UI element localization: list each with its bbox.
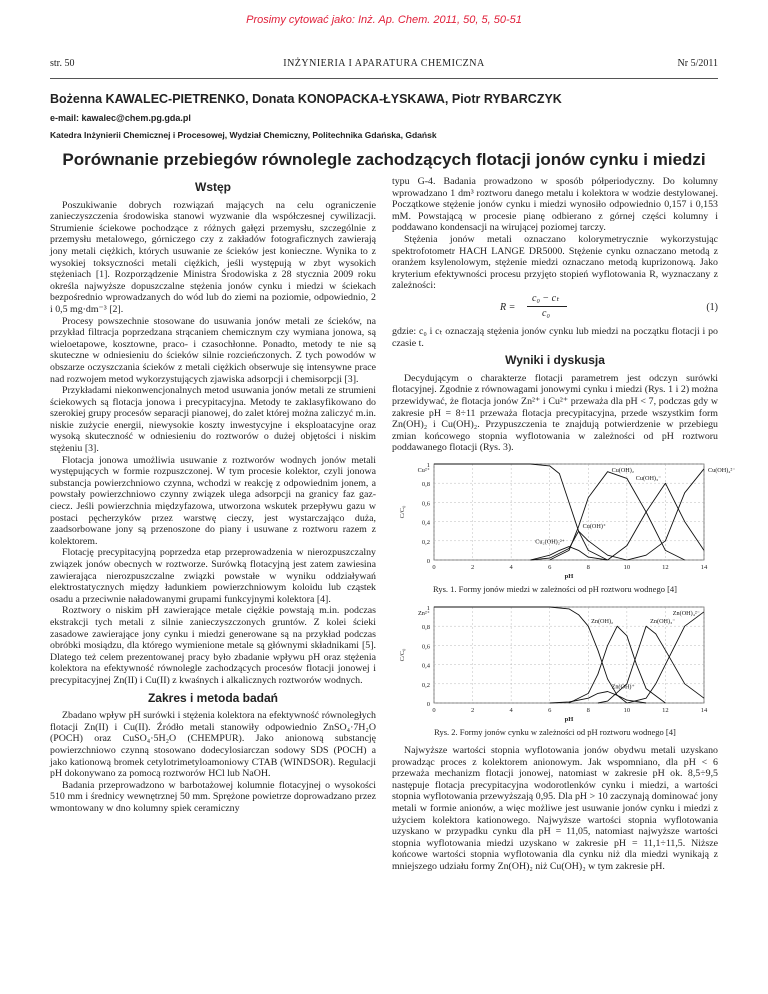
formula-numerator: c₀ − cₜ bbox=[532, 292, 560, 304]
header-rule bbox=[50, 78, 718, 79]
x-tick-label: 12 bbox=[662, 563, 669, 571]
x-tick-label: 6 bbox=[548, 707, 552, 715]
intro-paragraph-5: Flotację precypitacyjną poprzedza etap przeprowadzenia w nierozpuszczalny związek jonów obecnych w roztworze. Surówką flotacyjną jest zatem zawiesina zawierająca nierozpuszczalne związki powstałe w wyniku oddziaływań elektrostatycznych między ładunkiem powierzchniowym koloidu lub cząstek osadu a przeciwnie naładowanymi grupami funkcyjnymi kolektora [4]. bbox=[50, 547, 376, 605]
y-tick-label: 0,6 bbox=[421, 500, 430, 508]
x-tick-label: 14 bbox=[700, 563, 708, 571]
figure-1-caption: Rys. 1. Formy jonów miedzi w zależności od pH roztworu wodnego [4] bbox=[433, 583, 677, 594]
figure-1-svg bbox=[392, 458, 736, 582]
intro-paragraph-1: Poszukiwanie dobrych rozwiązań mających na celu ograniczenie zanieczyszczenia środowiska stanowi wyzwanie dla współczesnej cywilizacji. Strumienie ściekowe pochodzące z różnych gałęzi przemysłu, szczególnie z przemysłu metalowego, górniczego czy z zakładów fotograficznych zawierają jony metali ciężkich, których usuwanie ze ścieków jest konieczne. Wynika to z wysokiej toksyczności metali ciężkich, jeśli występują w zbyt wysokich stężeniach [1]. Rozporządzenie Ministra Środowiska z 28 stycznia 2009 roku określa najwyższe dopuszczalne stężenia jonów cynku i miedzi w ściekach bezpośrednio wprowadzanych do wód lub do ziemi na poziomie, odpowiednio, 2 i 0,5 mg·dm⁻³ [2]. bbox=[50, 199, 376, 315]
figure-2-svg bbox=[392, 601, 718, 725]
running-header bbox=[50, 58, 718, 74]
methods-heading: Zakres i metoda badań bbox=[147, 690, 279, 705]
y-tick-label: 0,4 bbox=[421, 519, 430, 527]
series-label: Zn(OH)₂ bbox=[591, 618, 614, 626]
series-label: Cu(OH)⁺ bbox=[582, 523, 607, 531]
formula-denominator: c₀ bbox=[542, 307, 550, 319]
y-tick-label: 1 bbox=[426, 605, 430, 613]
right-paragraph-2: Stężenia jonów metali oznaczano kolorymetrycznie wykorzystując spektrofotometr HACH LANGE DR5000. Stężenie cynku oznaczano metodą z oranżem ksylenolowym, stężenie miedzi oznaczano metodą kuprizonową. Jako kryterium efektywności procesu przyjęto stopień wyflotowania R, wyznaczany z zależności: bbox=[392, 233, 718, 292]
plot-area bbox=[434, 464, 704, 560]
y-tick-label: 0,8 bbox=[421, 624, 430, 632]
series-label: Cu(OH)₄²⁻ bbox=[708, 466, 736, 474]
series-label: Cu₂(OH)₂²⁺ bbox=[535, 538, 565, 546]
intro-paragraph-6: Roztwory o niskim pH zawierające metale ciężkie powstają m.in. podczas ekstrakcji tych metali z silnie zanieczyszczonych gruntów. Z kolei ścieki zasadowe zawierające jony cynku i miedzi generowane są na przykład podczas obróbki mosiądzu, dla którego wymienione metale są głównymi składnikami [5]. Dlatego też celem prezentowanej pracy było zbadanie wpływu pH oraz stężenia kolektora na efektywność równolegle zachodzących procesów flotacji jonowej i precypitacyjnej Zn(II) i Cu(II) z kwaśnych i alkalicznych roztworów wodnych. bbox=[50, 605, 376, 686]
authors: Bożenna KAWALEC-PIETRENKO, Donata KONOPACKA-ŁYSKAWA, Piotr RYBARCZYK bbox=[50, 92, 562, 106]
x-axis-label: pH bbox=[564, 572, 574, 580]
department: Katedra Inżynierii Chemicznej i Procesowej, Wydział Chemiczny, Politechnika Gdańska, Gdańsk bbox=[50, 130, 437, 140]
y-tick-label: 0 bbox=[426, 557, 430, 565]
intro-paragraph-4: Flotacja jonowa umożliwia usuwanie z roztworów wodnych jonów metali występujących w formie rozpuszczonej. W tym procesie kolektor, czyli jonowa substancja powierzchniowo czynna, wchodzi w reakcję z odpowiednim jonem, a powstały powierzchniowo czynny związek ulega adsorpcji na granicy faz gaz-ciecz. Jeśli powierzchnia międzyfazowa, utworzona wskutek przepływu gazu w postaci pęcherzyków przez warstwę cieczy, jest wystarczająco duża, zaadsorbowane jony są przenoszone do piany i usuwane z roztworu razem z kolektorem. bbox=[50, 454, 376, 547]
x-tick-label: 4 bbox=[509, 707, 513, 715]
equation-number: (1) bbox=[706, 301, 718, 313]
methods-paragraph-1: Zbadano wpływ pH surówki i stężenia kolektora na efektywność równoległych flotacji Zn(II) i Cu(II). Źródło metali stanowiły odpowiednio ZnSO₄·7H₂O (POCH) oraz CuSO₄·5H₂O (CHEMPUR). Jako anionową substancję powierzchniowo czynną stosowano dodecylosiarczan sodowy SDS (POCH) a jako kationową bromek cetylotrimetyloamoniowy CTAB (WINDSOR). Regulacji pH dokonywano za pomocą roztworów HCl lub NaOH. bbox=[50, 710, 376, 780]
citation-line: Prosimy cytować jako: Inż. Ap. Chem. 2011, 50, 5, 50-51 bbox=[246, 14, 522, 26]
left-column bbox=[50, 176, 376, 814]
series-label: Zn(OH)⁺ bbox=[611, 683, 635, 691]
methods-paragraph-2: Badania przeprowadzono w barbotażowej kolumnie flotacyjnej o wysokości 510 mm i średnicy wewnętrznej 50 mm. Sprężone powietrze doprowadzano przez wmontowany w dno kolumny spiek ceramiczny bbox=[50, 779, 376, 814]
right-paragraph-4: Decydującym o charakterze flotacji parametrem jest odczyn surówki flotacyjnej. Zgodnie z równowagami jonowymi cynku i miedzi (Rys. 1 i 2) można przewidywać, że flotacja jonów Zn²⁺ i Cu²⁺ przeważa dla pH < 7, podczas gdy w zakresie pH = 8÷11 przeważa flotacja precypitacyjna, przede wszystkim form Zn(OH)₂ i Cu(OH)₂. Przypuszczenia te znajdują potwierdzenie w przebiegu zmian końcowego stopnia wyflotowania w zależności od pH roztworu poddawanego flotacji (Rys. 3). bbox=[392, 372, 718, 454]
series-label: Zn(OH)₃⁻ bbox=[650, 618, 676, 626]
series-label: Zn(OH)₄²⁻ bbox=[672, 610, 700, 618]
x-tick-label: 10 bbox=[623, 563, 631, 571]
series-label: Cu²⁺ bbox=[417, 466, 430, 474]
series-label: Zn²⁺ bbox=[418, 610, 430, 618]
x-tick-label: 0 bbox=[432, 563, 436, 571]
y-tick-label: 0,4 bbox=[421, 663, 430, 671]
x-tick-label: 2 bbox=[470, 563, 475, 571]
y-tick-label: 0 bbox=[426, 701, 430, 709]
x-tick-label: 14 bbox=[700, 707, 708, 715]
journal-name: INŻYNIERIA I APARATURA CHEMICZNA bbox=[283, 58, 485, 69]
intro-paragraph-3: Przykładami niekonwencjonalnych metod usuwania jonów metali ze strumieni ściekowych są flotacja jonowa i precypitacyjna. Metody te zaklasyfikowano do szerokiej grupy procesów separacji pianowej, do zalet której można zaliczyć m.in. niskie zużycie energii, niewysokie koszty inwestycyjne i eksploatacyjne oraz wysoką skuteczność w odniesieniu do roztworów o dużej objętości i niskim stężeniu [3]. bbox=[50, 385, 376, 455]
x-tick-label: 12 bbox=[662, 707, 669, 715]
x-tick-label: 8 bbox=[586, 707, 590, 715]
y-tick-label: 1 bbox=[426, 461, 430, 469]
y-tick-label: 0,6 bbox=[421, 643, 430, 651]
issue-number: Nr 5/2011 bbox=[677, 58, 718, 69]
formula-lhs: R = bbox=[500, 301, 516, 313]
x-tick-label: 2 bbox=[470, 707, 475, 715]
intro-paragraph-2: Procesy powszechnie stosowane do usuwania jonów metali ze ścieków, na przykład filtracja poprzedzana strącaniem chemicznym czy wymiana jonowa, są wieloetapowe, kosztowne, praco- i czasochłonne. Ponadto, metody te nie są skuteczne w odniesieniu do ścieków silnie rozcieńczonych. Z tych powodów w obszarze oczyszczania ścieków z metali ciężkich obserwuje się intensywne prace nad rozwojem metod wykorzystujących zjawiska adsorpcji i chemisorpcji [3]. bbox=[50, 315, 376, 385]
fraction-bar bbox=[527, 306, 567, 307]
series-label: Cu(OH)₃⁻ bbox=[635, 475, 662, 483]
page-number: str. 50 bbox=[50, 58, 75, 69]
x-tick-label: 0 bbox=[432, 707, 436, 715]
results-heading: Wyniki i dyskusja bbox=[505, 353, 605, 368]
series-label: Cu(OH)₂ bbox=[611, 466, 635, 474]
right-paragraph-1: typu G-4. Badania prowadzono w sposób półperiodyczny. Do kolumny wprowadzano 1 dm³ roztworu danego metalu i kolektora w wodzie destylowanej. Początkowe stężenie jonów cynku i miedzi wynosiło odpowiednio 0,157 i 0,153 mM. Powstającą w procesie pianę odbierano z górnej części kolumny i poddawano kondensacji na wirującej poziomej tarczy. bbox=[392, 176, 718, 234]
right-paragraph-5: Najwyższe wartości stopnia wyflotowania jonów obydwu metali uzyskano prowadząc proces z kolektorem anionowym. Jak wspomniano, dla pH < 6 przeważa mechanizm flotacji jonowej, natomiast w zakresie pH ok. 8,5÷9,5 następuje flotacja precypitacyjna wodorotlenków cynku i miedzi, a wartości stopnia wyflotowania przewyższają 0,95. Dla pH > 10 zaczynają dominować jony metali w formie anionów, a więc możliwe jest usuwanie jonów cynku i miedzi z użyciem kolektora kationowego. Najwyższe wartości stopnia wyflotowania uzyskano w przypadku cynku dla pH = 11,05, natomiast najwyższe wartości stopnia wyflotowania miedzi uzyskano w zakresie pH = 11,1÷11,5. Niższe końcowe wartości stopnia wyflotowania dla cynku niż dla miedzi wynikają z mniejszego udziału formy Zn(OH)₂ niż Cu(OH)₂ w tym zakresie pH. bbox=[392, 745, 718, 872]
x-tick-label: 4 bbox=[509, 563, 513, 571]
x-tick-label: 8 bbox=[586, 563, 590, 571]
paper-title: Porównanie przebiegów równolegle zachodzących flotacji jonów cynku i miedzi bbox=[62, 150, 706, 169]
right-paragraph-3: gdzie: c₀ i cₜ oznaczają stężenia jonów cynku lub miedzi na początku flotacji i po czasie t. bbox=[392, 325, 718, 349]
email[interactable]: e-mail: kawalec@chem.pg.gda.pl bbox=[50, 113, 191, 123]
right-column bbox=[392, 176, 736, 873]
x-tick-label: 10 bbox=[623, 707, 631, 715]
y-tick-label: 0,2 bbox=[421, 682, 430, 690]
x-tick-label: 6 bbox=[548, 563, 552, 571]
figure-1-chart bbox=[392, 458, 736, 582]
y-tick-label: 0,8 bbox=[421, 481, 430, 489]
figure-2-chart bbox=[392, 601, 718, 725]
intro-heading: Wstęp bbox=[195, 180, 231, 194]
y-axis-label: C/C₀ bbox=[399, 505, 406, 519]
x-axis-label: pH bbox=[564, 716, 574, 724]
y-tick-label: 0,2 bbox=[421, 538, 430, 546]
y-axis-label: C/C₀ bbox=[399, 649, 406, 662]
figure-2-caption: Rys. 2. Formy jonów cynku w zależności od pH roztworu wodnego [4] bbox=[434, 727, 676, 738]
equation-1 bbox=[392, 292, 718, 326]
